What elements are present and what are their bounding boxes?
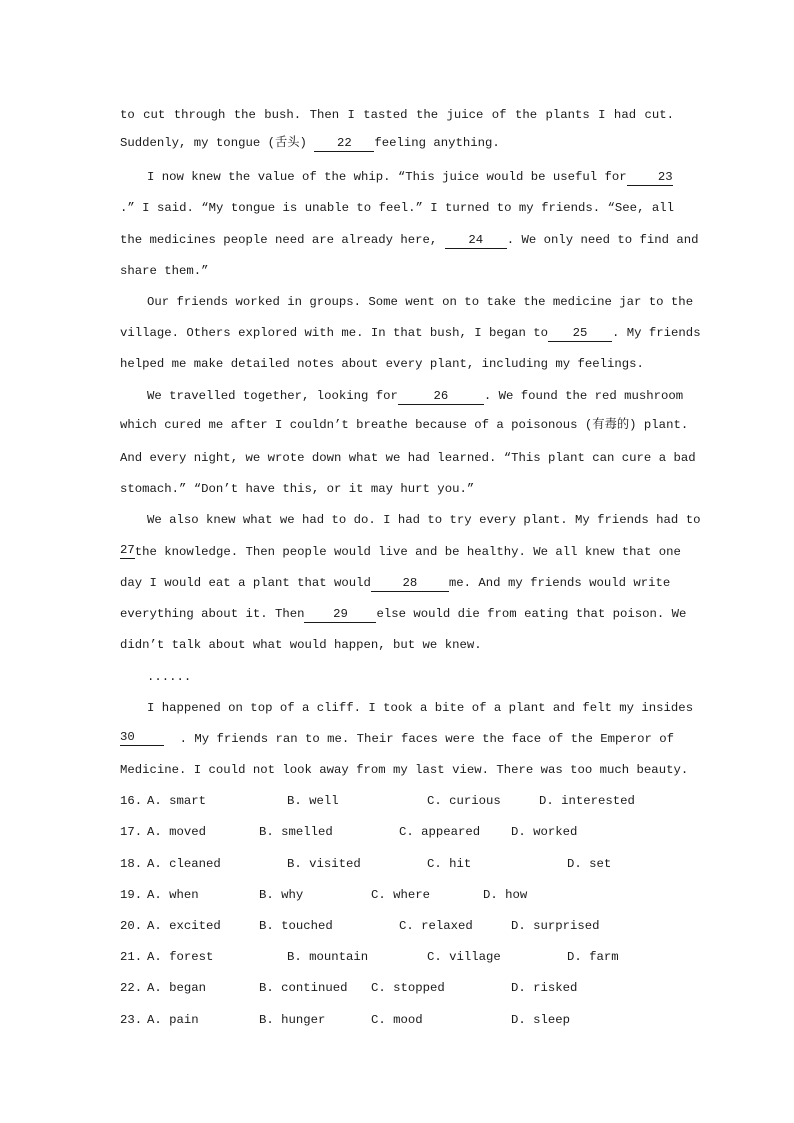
blank-22: 22 [314,135,374,152]
option-a: A. excited [147,919,221,933]
option-a: A. pain [147,1013,199,1027]
option-c: C. relaxed [399,919,473,933]
option-b: B. visited [287,857,361,871]
question-number: 20. [120,919,143,933]
passage-line: to cut through the bush. Then I tasted the juice of the plants I had cut. [120,108,674,122]
option-b: B. touched [259,919,333,933]
passage-line: helped me make detailed notes about every plant, including my feelings. [120,357,644,371]
passage-line: I now knew the value of the whip. “This juice would be useful for 23 [147,170,673,184]
blank-29: 29 [304,606,376,623]
passage-line: share them.” [120,264,209,278]
blank-25: 25 [548,325,612,342]
passage-line: Our friends worked in groups. Some went on to take the medicine jar to the [147,295,694,309]
passage-line: day I would eat a plant that would 28 me. And my friends would write [120,576,671,590]
question-number: 17. [120,825,143,839]
passage-line: .” I said. “My tongue is unable to feel.” I turned to my friends. “See, all [120,201,674,215]
option-c: C. village [427,950,501,964]
option-b: B. well [287,794,339,808]
option-c: C. appeared [399,825,481,839]
blank-24: 24 [445,232,507,249]
blank-23: 23 [627,169,673,186]
passage-line: didn’t talk about what would happen, but we knew. [120,638,482,652]
option-d: D. sleep [511,1013,571,1027]
passage-line: the medicines people need are already here, 24 . We only need to find and [120,233,699,247]
passage-line: everything about it. Then 29 else would die from eating that poison. We [120,607,687,621]
option-c: C. stopped [371,981,445,995]
blank-27: 27 [120,543,135,557]
option-a: A. began [147,981,207,995]
option-b: B. continued [259,981,348,995]
option-b: B. hunger [259,1013,326,1027]
passage-line: We also knew what we had to do. I had to try every plant. My friends had to [147,513,701,527]
option-d: D. worked [511,825,578,839]
question-number: 18. [120,857,143,871]
passage-line: village. Others explored with me. In that bush, I began to 25 . My friends [120,326,701,340]
question-number: 16. [120,794,143,808]
option-c: C. hit [427,857,472,871]
question-number: 23. [120,1013,143,1027]
blank-30: 30 [120,729,164,746]
passage-line: Suddenly, my tongue (舌头) 22 feeling anything. [120,136,500,150]
passage-line: And every night, we wrote down what we had learned. “This plant can cure a bad [120,451,696,465]
passage-line: stomach.” “Don’t have this, or it may hurt you.” [120,482,475,496]
blank-26: 26 [398,388,484,405]
passage-line: 30 . My friends ran to me. Their faces were the face of the Emperor of [120,730,674,746]
option-b: B. mountain [287,950,369,964]
option-a: A. cleaned [147,857,221,871]
option-d: D. interested [539,794,635,808]
option-b: B. why [259,888,304,902]
passage-line: We travelled together, looking for 26 . We found the red mushroom [147,389,684,403]
option-c: C. where [371,888,431,902]
option-d: D. how [483,888,528,902]
passage-line: 27 the knowledge. Then people would live and be healthy. We all knew that one [120,543,681,559]
option-b: B. smelled [259,825,333,839]
option-d: D. risked [511,981,578,995]
option-a: A. moved [147,825,207,839]
option-c: C. curious [427,794,501,808]
option-a: A. smart [147,794,207,808]
passage-line: Medicine. I could not look away from my last view. There was too much beauty. [120,763,689,777]
option-d: D. surprised [511,919,600,933]
question-number: 21. [120,950,143,964]
blank-28: 28 [371,575,449,592]
option-a: A. forest [147,950,214,964]
passage-line: which cured me after I couldn’t breathe because of a poisonous (有毒的) plant. [120,418,689,432]
ellipsis: ...... [147,670,192,684]
option-c: C. mood [371,1013,423,1027]
question-number: 19. [120,888,143,902]
question-number: 22. [120,981,143,995]
option-a: A. when [147,888,199,902]
option-d: D. set [567,857,612,871]
option-d: D. farm [567,950,619,964]
passage-line: I happened on top of a cliff. I took a bite of a plant and felt my insides [147,701,694,715]
